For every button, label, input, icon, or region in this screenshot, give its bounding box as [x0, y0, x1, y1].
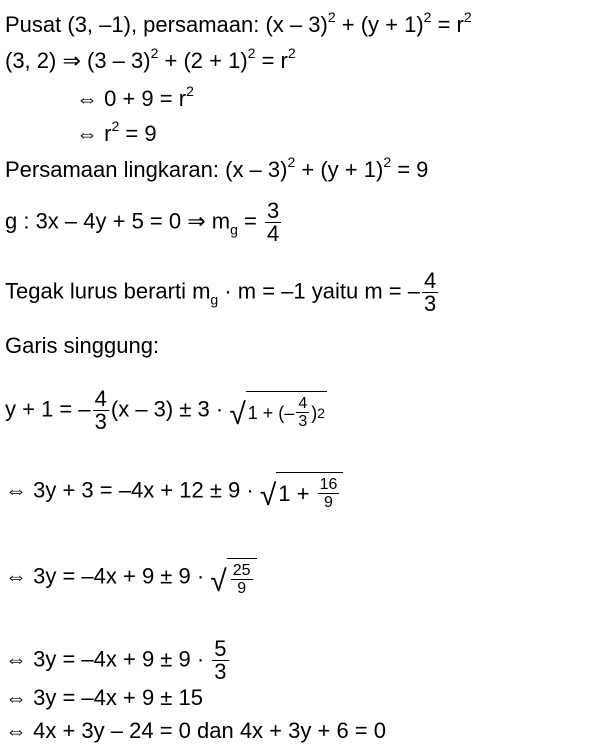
text: y + 1 = – — [5, 396, 91, 422]
numerator: 25 — [232, 562, 251, 579]
text: (3, 2) ⇒ (3 – 3) — [5, 48, 151, 73]
text: 1 + (– — [247, 402, 295, 423]
radicand: 1 + (– $\frac{4}{3}$ ) 2 — [246, 391, 327, 430]
text: g : 3x – 4y + 5 = 0 ⇒ m — [5, 208, 231, 234]
text: ) — [311, 402, 318, 423]
text: ⇔ 4x + 3y – 24 = 0 dan 4x + 3y + 6 = 0 — [5, 718, 386, 743]
exponent: 2 — [423, 9, 432, 25]
radicand — [276, 472, 343, 511]
text: ⇔ r — [76, 121, 112, 146]
numerator: 4 — [94, 386, 107, 411]
subscript: g — [230, 221, 238, 238]
text: · m = –1 yaitu m = – — [218, 278, 420, 304]
line-perpendicular — [5, 270, 440, 315]
exponent: 2 — [327, 9, 336, 25]
line-step-combined — [5, 685, 203, 711]
square-root — [260, 472, 344, 511]
text: Pusat (3, –1), persamaan: (x – 3) — [5, 12, 328, 37]
text: + (y + 1) — [295, 157, 384, 182]
fraction — [231, 562, 253, 597]
text: ⇔ 3y = –4x + 9 ± 9 · — [5, 563, 211, 589]
text: Persamaan lingkaran: (x – 3) — [5, 157, 288, 182]
text: ⇔ 3y = –4x + 9 ± 9 · — [5, 646, 211, 672]
text: = r — [255, 48, 288, 73]
subscript: g — [210, 291, 219, 308]
denominator: 3 — [214, 659, 227, 684]
fraction — [212, 638, 228, 683]
fraction — [296, 395, 309, 430]
line-substitute-point — [5, 45, 296, 74]
denominator: 3 — [94, 409, 107, 434]
exponent: 2 — [186, 83, 194, 99]
text: Tegak lurus berarti m — [5, 278, 211, 304]
numerator: 3 — [266, 198, 280, 223]
text: + (y + 1) — [335, 12, 424, 37]
fraction — [265, 200, 281, 245]
exponent: 2 — [287, 45, 296, 61]
denominator: 3 — [298, 413, 308, 430]
radicand — [227, 558, 257, 597]
exponent: 2 — [111, 118, 120, 134]
line-radius-result — [76, 118, 157, 147]
line-circle-equation — [5, 154, 429, 183]
denominator: 3 — [423, 291, 437, 316]
text: = — [237, 208, 263, 234]
line-final-answer — [5, 718, 386, 744]
text: ⇔ 3y + 3 = –4x + 12 ± 9 · — [5, 477, 260, 503]
text: = 9 — [119, 121, 157, 146]
line-step-root-evaluated — [5, 638, 231, 683]
line-step-expand — [5, 472, 343, 511]
numerator: 16 — [319, 476, 338, 493]
exponent: 2 — [287, 154, 296, 170]
line-step-radius-squared — [76, 83, 194, 112]
line-tangent-formula — [5, 388, 327, 433]
denominator: 4 — [266, 221, 280, 246]
exponent: 2 — [150, 45, 159, 61]
numerator: 4 — [298, 395, 308, 412]
text: ⇔ 3y = –4x + 9 ± 15 — [5, 685, 203, 710]
denominator: 9 — [324, 494, 333, 511]
line-gradient-g — [5, 200, 283, 245]
radical-sign-icon: √ — [210, 565, 227, 598]
fraction — [318, 476, 340, 511]
text: 1 + — [278, 480, 316, 506]
square-root — [229, 391, 327, 430]
text: ⇔ 0 + 9 = r — [76, 86, 187, 111]
line-step-simplify — [5, 558, 257, 597]
text: = r — [431, 12, 464, 37]
numerator: 5 — [214, 636, 227, 661]
exponent: 2 — [463, 9, 472, 25]
fraction — [422, 270, 438, 315]
fraction — [93, 388, 109, 433]
exponent: 2 — [247, 45, 256, 61]
denominator: 9 — [237, 580, 247, 597]
square-root — [210, 558, 256, 597]
radical-sign-icon: √ — [229, 398, 246, 431]
text: + (2 + 1) — [158, 48, 248, 73]
text: (x – 3) ± 3 · — [110, 396, 230, 422]
text: Garis singgung: — [5, 333, 160, 358]
text: = 9 — [391, 157, 429, 182]
exponent: 2 — [383, 154, 392, 170]
radical-sign-icon: √ — [259, 479, 277, 512]
line-center-equation — [5, 9, 472, 38]
line-tangent-heading — [5, 333, 159, 359]
numerator: 4 — [423, 268, 437, 293]
